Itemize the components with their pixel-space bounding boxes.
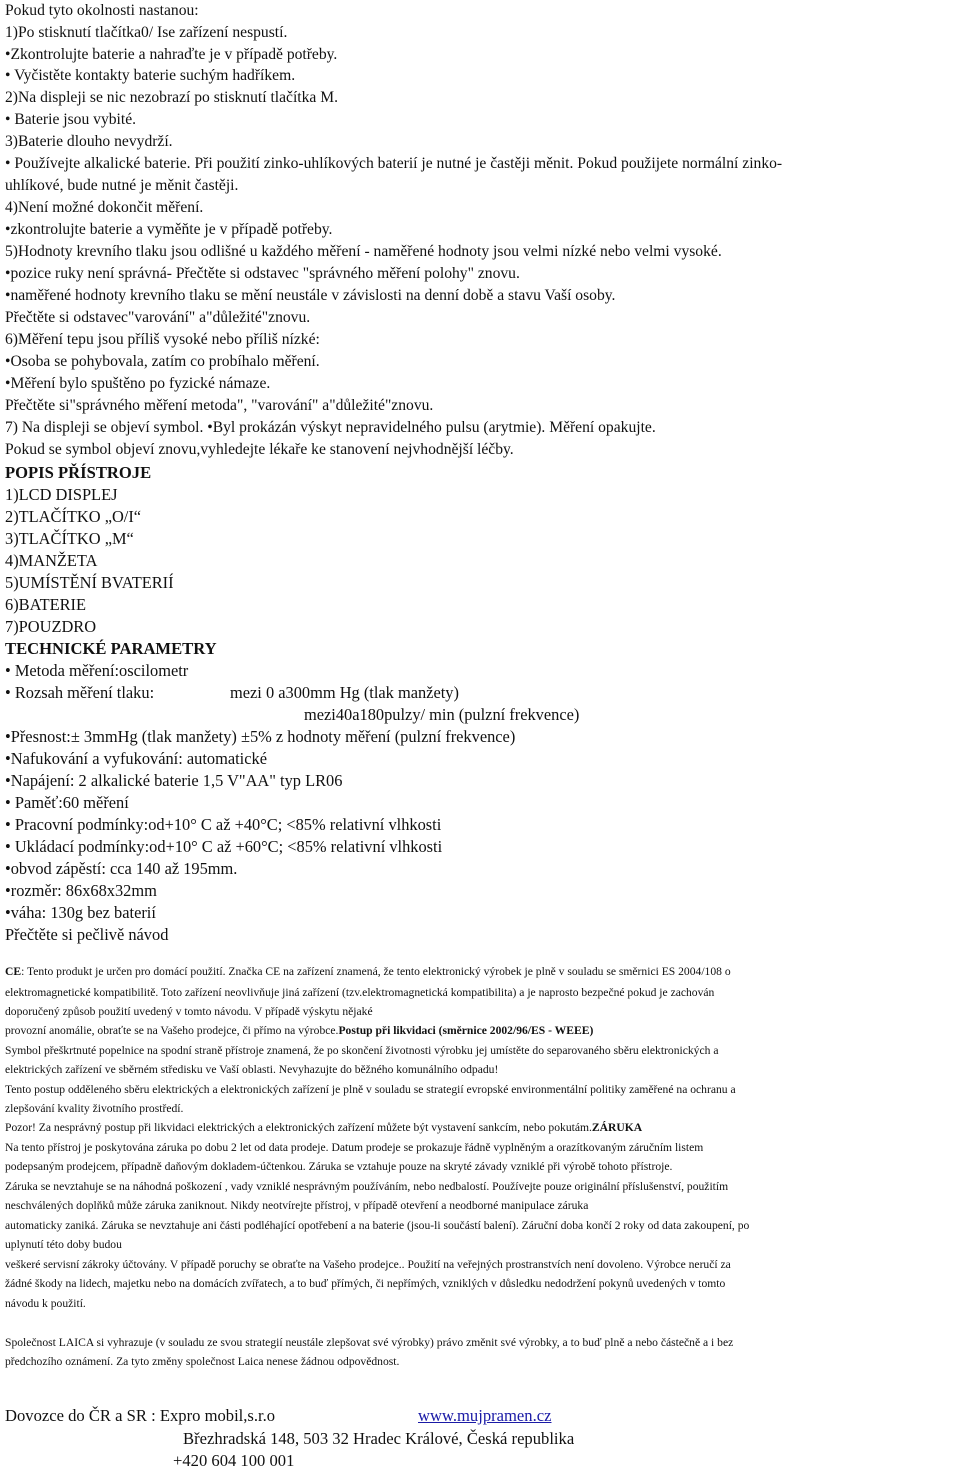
company-phone: +420 604 100 001 — [173, 1451, 295, 1470]
spec-range-pressure: mezi 0 a300mm Hg (tlak manžety) — [230, 683, 459, 702]
legal-line: zlepšování kvality životního prostředí. — [5, 1102, 184, 1115]
legal-line: Symbol přeškrtnuté popelnice na spodní straně přístroje znamená, že po skončení životnosti výrobku jej umístěte do separovaného sběru elektronických a — [5, 1044, 719, 1057]
device-item: 2)TLAČÍTKO „O/I“ — [5, 507, 142, 526]
troubleshooting-line: Přečtěte si odstavec"varování" a"důležité"znovu. — [5, 309, 311, 326]
legal-line: elektrických zařízení ve sběrném středisku ve Vaší oblasti. Nevyhazujte do běžného komunálního odpadu! — [5, 1063, 499, 1076]
spec-item: • Ukládací podmínky:od+10° C až +60°C; <85% relativní vlhkosti — [5, 837, 443, 856]
warranty-text: Pozor! Za nesprávný postup při likvidaci elektrických a elektronických zařízení můžete být vystavení sankcím, nebo pokutám. — [5, 1121, 592, 1134]
ce-label: CE — [5, 965, 22, 978]
troubleshooting-line: Přečtěte si"správného měření metoda", "varování" a"důležité"znovu. — [5, 397, 434, 414]
troubleshooting-line: 7) Na displeji se objeví symbol. •Byl prokázán výskyt nepravidelného pulsu (arytmie). Měření opakujte. — [5, 419, 656, 436]
troubleshooting-line: 3)Baterie dlouho nevydrží. — [5, 133, 173, 150]
spec-item: •Napájení: 2 alkalické baterie 1,5 V"AA" typ LR06 — [5, 771, 343, 790]
troubleshooting-line: Pokud tyto okolnosti nastanou: — [5, 2, 199, 19]
warranty-heading: ZÁRUKA — [591, 1121, 643, 1134]
device-heading: POPIS PŘÍSTROJE — [5, 463, 152, 482]
legal-line: veškeré servisní zákroky účtovány. V případě poruchy se obraťte na Vašeho prodejce.. Použití na veřejných prostranstvích není dovoleno. Výrobce neručí za — [5, 1258, 731, 1271]
troubleshooting-line: •pozice ruky není správná- Přečtěte si odstavec "správného měření polohy" znovu. — [5, 265, 520, 282]
spec-range-label: • Rozsah měření tlaku: — [5, 683, 155, 702]
legal-line: elektromagnetické kompatibilitě. Toto zařízení neovlivňuje jiná zařízení (tzv.elektromagnetická kompatibilita) a je naprosto bezpečné pokud je zachován — [5, 986, 715, 999]
spec-item: •obvod zápěstí: cca 140 až 195mm. — [5, 859, 238, 878]
legal-line: neschválených doplňků může záruka zaniknout. Nikdy neotvírejte přístroj, v případě otevření a neodborné manipulace záruka — [5, 1199, 589, 1212]
legal-line: žádné škody na lidech, majetku nebo na domácích zvířatech, a to buď přímých, či nepřímých, vzniklých v důsledku nedodržení pokynů uvedených v tomto — [5, 1277, 726, 1290]
legal-line — [5, 1021, 593, 1040]
website-link[interactable]: www.mujpramen.cz — [418, 1406, 552, 1425]
device-item: 4)MANŽETA — [5, 551, 98, 570]
troubleshooting-line: •Měření bylo spuštěno po fyzické námaze. — [5, 375, 271, 392]
device-item: 6)BATERIE — [5, 595, 87, 614]
troubleshooting-line: •Osoba se pohybovala, zatím co probíhalo měření. — [5, 353, 320, 370]
spec-item: •váha: 130g bez baterií — [5, 903, 156, 922]
legal-line: předchozího oznámení. Za tyto změny společnost Laica nenese žádnou odpovědnost. — [5, 1355, 400, 1368]
troubleshooting-line: • Baterie jsou vybité. — [5, 111, 137, 128]
troubleshooting-line: •Zkontrolujte baterie a nahraďte je v případě potřeby. — [5, 46, 338, 63]
device-item: 5)UMÍSTĚNÍ BVATERIÍ — [5, 573, 174, 592]
legal-line: uplynutí této doby budou — [5, 1238, 122, 1251]
spec-item: Přečtěte si pečlivě návod — [5, 925, 169, 944]
legal-line — [5, 962, 731, 981]
legal-line: doporučený způsob použití uvedený v tomto návodu. V případě výskytu nějaké — [5, 1005, 373, 1018]
troubleshooting-line: uhlíkové, bude nutné je měnit častěji. — [5, 177, 239, 194]
spec-item: • Paměť:60 měření — [5, 793, 129, 812]
legal-line: Společnost LAICA si vyhrazuje (v souladu ze svou strategií neustále zlepšovat své výrobky) právo změnit své výrobky, a to buď plně a nebo částečně a i bez — [5, 1336, 734, 1349]
troubleshooting-line: 6)Měření tepu jsou příliš vysoké nebo příliš nízké: — [5, 331, 320, 348]
device-item: 3)TLAČÍTKO „M“ — [5, 529, 134, 548]
specs-heading: TECHNICKÉ PARAMETRY — [5, 639, 217, 658]
disposal-heading: Postup při likvidaci (směrnice 2002/96/ES - WEEE) — [338, 1024, 594, 1037]
spec-item: •Přesnost:± 3mmHg (tlak manžety) ±5% z hodnoty měření (pulzní frekvence) — [5, 727, 516, 746]
spec-item: •rozměr: 86x68x32mm — [5, 881, 157, 900]
legal-line: návodu k použití. — [5, 1297, 86, 1310]
troubleshooting-line: Pokud se symbol objeví znovu,vyhledejte lékaře ke stanovení nejvhodnější léčby. — [5, 441, 514, 458]
legal-line — [5, 1118, 642, 1137]
troubleshooting-line: • Vyčistěte kontakty baterie suchým hadříkem. — [5, 67, 296, 84]
legal-line: automaticky zaniká. Záruka se nevztahuje ani části podléhající opotřebení a na baterie (jsou-li součástí balení). Záruční doba končí 2 roky od data zakoupení, po — [5, 1219, 750, 1232]
spec-item: •Nafukování a vyfukování: automatické — [5, 749, 267, 768]
troubleshooting-line: 5)Hodnoty krevního tlaku jsou odlišné u každého měření - naměřené hodnoty jsou velmi nízké nebo velmi vysoké. — [5, 243, 722, 260]
importer-info: Dovozce do ČR a SR : Expro mobil,s.r.o — [5, 1406, 276, 1425]
spec-item: • Metoda měření:oscilometr — [5, 661, 189, 680]
troubleshooting-line: 4)Není možné dokončit měření. — [5, 199, 204, 216]
device-item: 7)POUZDRO — [5, 617, 97, 636]
troubleshooting-line: 1)Po stisknutí tlačítka0/ Ise zařízení nespustí. — [5, 24, 288, 41]
device-item: 1)LCD DISPLEJ — [5, 485, 118, 504]
legal-line: Záruka se nevztahuje se na náhodná poškození , vady vzniklé nesprávným používáním, nebo nedbalostí. Používejte pouze originální příslušenství, použitím — [5, 1180, 729, 1193]
ce-text: : Tento produkt je určen pro domácí použití. Značka CE na zařízení znamená, že tento elektronický výrobek je plně v souladu se směrnici ES 2004/108 o — [21, 965, 731, 978]
company-address: Březhradská 148, 503 32 Hradec Králové, Česká republika — [183, 1429, 575, 1448]
troubleshooting-line: •naměřené hodnoty krevního tlaku se mění neustále v závislosti na denní době a stavu Vaší osoby. — [5, 287, 616, 304]
troubleshooting-line: 2)Na displeji se nic nezobrazí po stisknutí tlačítka M. — [5, 89, 339, 106]
spec-item: • Pracovní podmínky:od+10° C až +40°C; <85% relativní vlhkosti — [5, 815, 442, 834]
disposal-text: provozní anomálie, obraťte se na Vašeho prodejce, či přímo na výrobce. — [5, 1024, 339, 1037]
legal-line: Na tento přístroj je poskytována záruka po dobu 2 let od data prodeje. Datum prodeje se prokazuje řádně vyplněným a orazítkovaným záručním listem — [5, 1141, 704, 1154]
spec-range-pulse: mezi40a180pulzy/ min (pulzní frekvence) — [304, 705, 580, 724]
troubleshooting-line: •zkontrolujte baterie a vyměňte je v případě potřeby. — [5, 221, 333, 238]
legal-line: podepsaným prodejcem, případně daňovým dokladem-účtenkou. Záruka se vztahuje pouze na skryté závady vzniklé při výrobě tohoto přístroje. — [5, 1160, 673, 1173]
troubleshooting-line: • Používejte alkalické baterie. Při použití zinko-uhlíkových baterií je nutné je častěji měnit. Pokud použijete normální zinko- — [5, 155, 783, 172]
legal-line: Tento postup odděleného sběru elektrických a elektronických zařízení je plně v souladu se strategií evropské environmentální politiky zaměřené na ochranu a — [5, 1083, 736, 1096]
